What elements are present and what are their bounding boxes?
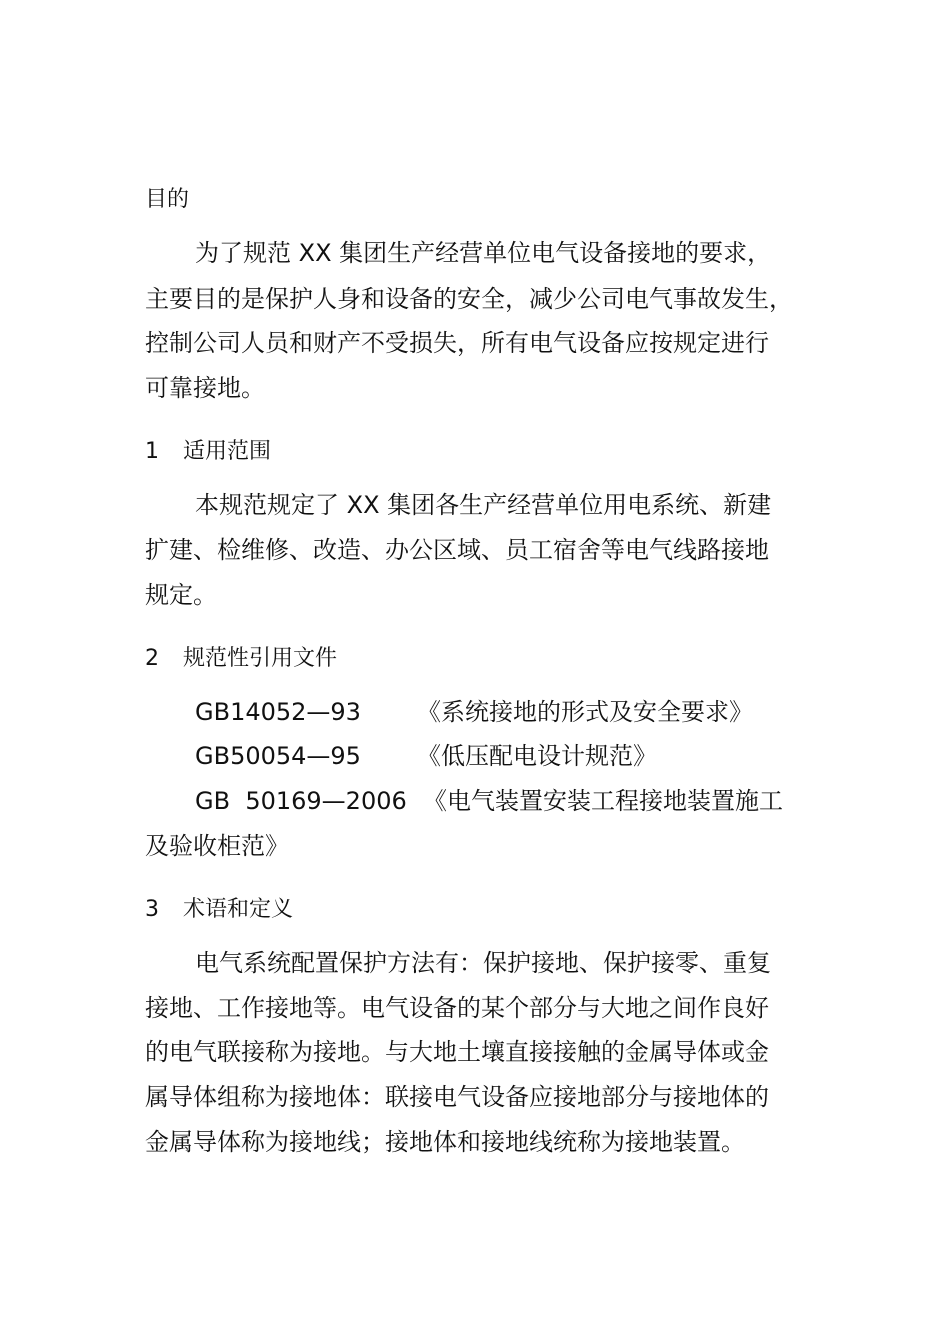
- section-3-title: 术语和定义: [183, 897, 294, 922]
- reference-title: 《低压配电设计规范》: [417, 742, 657, 770]
- section-2-number: 2: [145, 646, 159, 671]
- reference-code: GB 50169—2006: [195, 787, 407, 815]
- section-1-line-3: 规定。: [145, 581, 217, 609]
- section-3-line-5: 金属导体称为接地线；接地体和接地线统称为接地装置。: [145, 1128, 745, 1156]
- section-1-line-2: 扩建、检维修、改造、办公区域、员工宿舍等电气线路接地: [145, 536, 769, 564]
- section-2-title: 规范性引用文件: [183, 646, 338, 671]
- reference-continuation: 及验收柜范》: [145, 832, 289, 860]
- section-3-line-3: 的电气联接称为接地。与大地土壤直接接触的金属导体或金: [145, 1038, 769, 1066]
- reference-item: [195, 697, 753, 727]
- purpose-heading: 目的: [145, 187, 190, 212]
- section-3-line-1: 电气系统配置保护方法有：保护接地、保护接零、重复: [195, 949, 771, 977]
- reference-title: 《电气装置安装工程接地装置施工: [423, 787, 783, 815]
- section-3-line-4: 属导体组称为接地体：联接电气设备应接地部分与接地体的: [145, 1083, 769, 1111]
- section-1-title: 适用范围: [183, 439, 272, 464]
- reference-item: [195, 741, 657, 771]
- section-3-number: 3: [145, 897, 159, 922]
- reference-code: GB14052—93: [195, 698, 361, 726]
- purpose-line-2: 主要目的是保护人身和设备的安全，减少公司电气事故发生，: [145, 285, 793, 313]
- purpose-line-3: 控制公司人员和财产不受损失，所有电气设备应按规定进行: [145, 329, 769, 357]
- reference-title: 《系统接地的形式及安全要求》: [417, 698, 753, 726]
- reference-item: [195, 786, 783, 816]
- section-2-heading: [145, 644, 337, 674]
- section-1-heading: [145, 437, 271, 467]
- section-3-line-2: 接地、工作接地等。电气设备的某个部分与大地之间作良好: [145, 994, 769, 1022]
- purpose-line-1: 为了规范 XX 集团生产经营单位电气设备接地的要求，: [195, 239, 772, 267]
- section-1-number: 1: [145, 439, 159, 464]
- section-3-heading: [145, 895, 293, 925]
- section-1-line-1: 本规范规定了 XX 集团各生产经营单位用电系统、新建: [195, 491, 772, 519]
- purpose-line-4: 可靠接地。: [145, 374, 265, 402]
- reference-code: GB50054—95: [195, 742, 361, 770]
